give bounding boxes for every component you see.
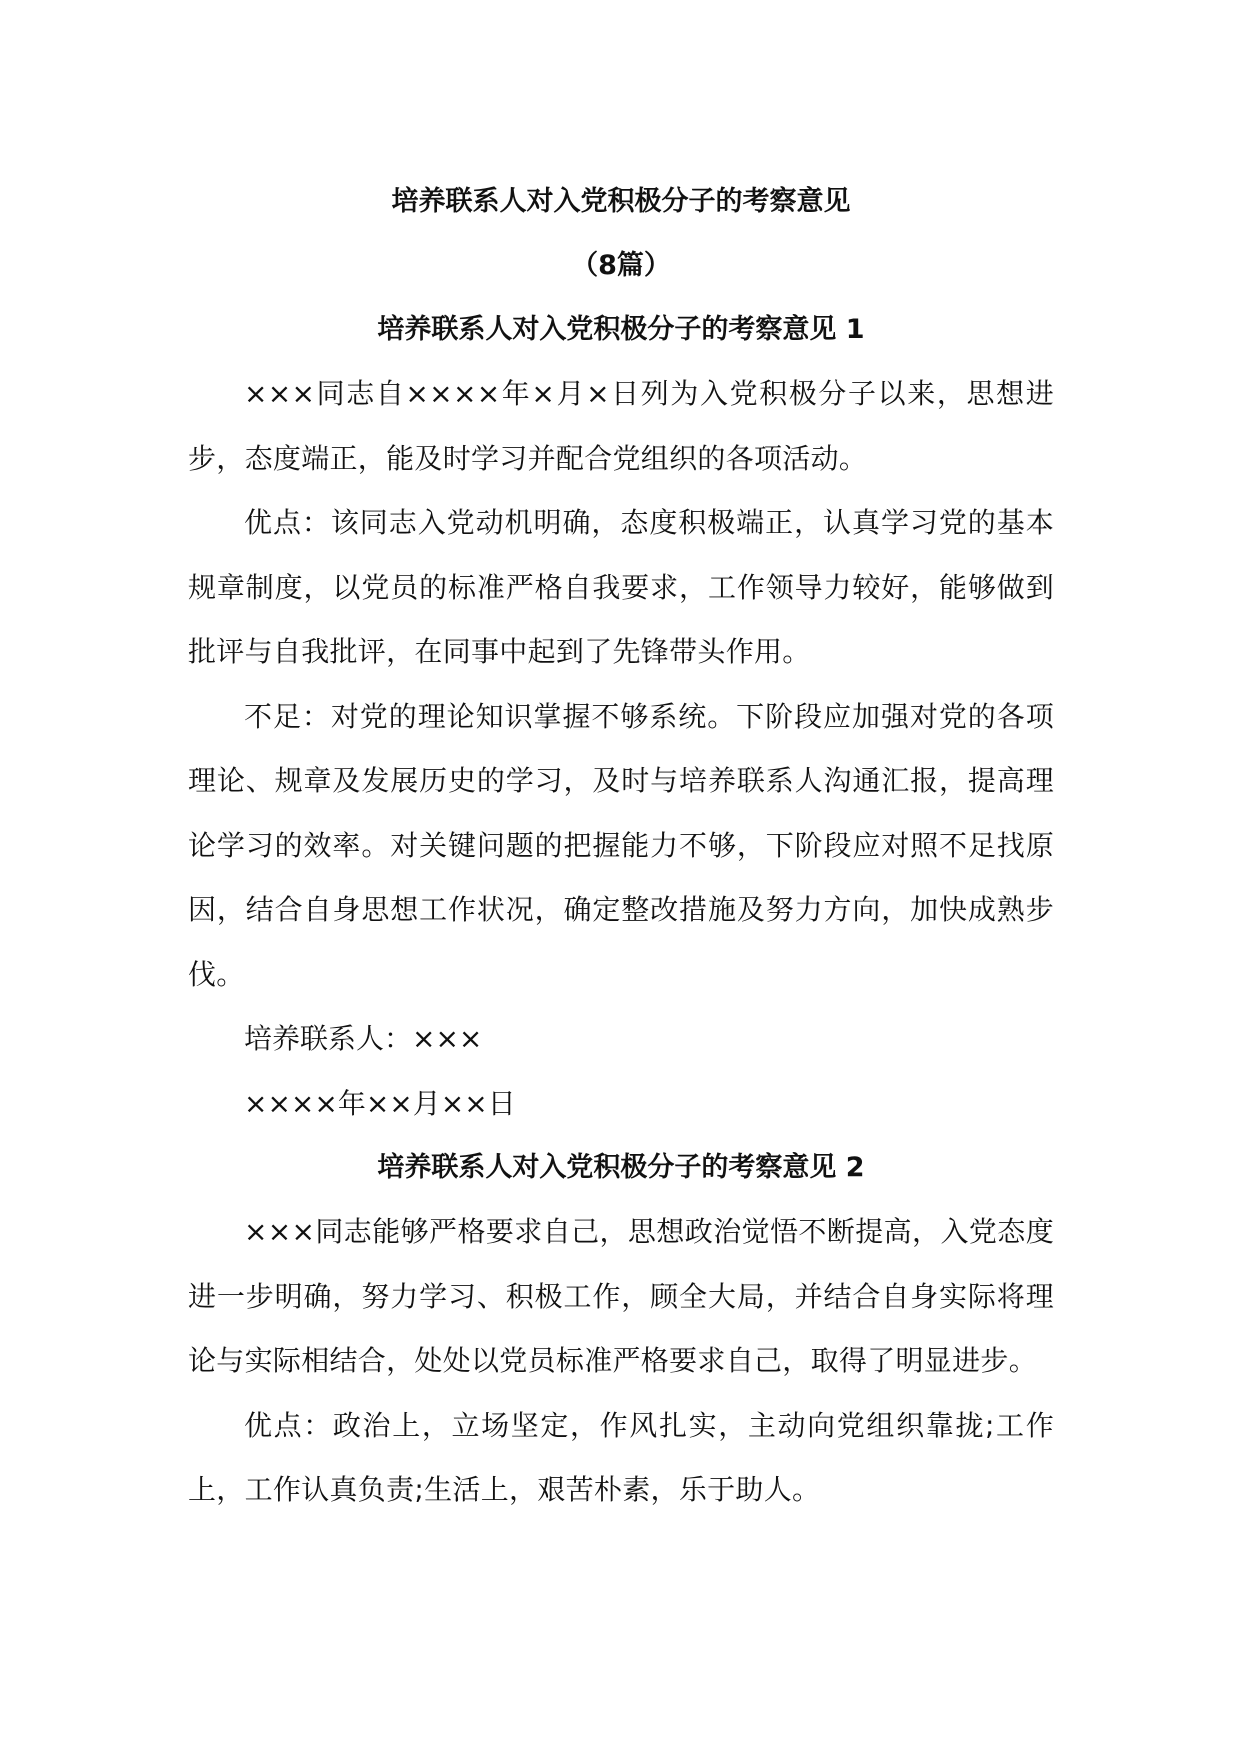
strengths-paragraph: 优点：该同志入党动机明确，态度积极端正，认真学习党的基本规章制度，以党员的标准严格自我要求，工作领导力较好，能够做到批评与自我批评，在同事中起到了先锋带头作用。 [188,506,1054,668]
section-1 [188,298,1054,1136]
weaknesses-paragraph: 不足：对党的理论知识掌握不够系统。下阶段应加强对党的各项理论、规章及发展历史的学习，及时与培养联系人沟通汇报，提高理论学习的效率。对关键问题的把握能力不够，下阶段应对照不足找原因，结合自身思想工作状况，确定整改措施及努力方向，加快成熟步伐。 [188,699,1054,991]
document-title: 培养联系人对入党积极分子的考察意见 [391,186,851,217]
section-heading: 培养联系人对入党积极分子的考察意见 2 [377,1152,865,1183]
signature-line: 培养联系人：××× [244,1022,483,1055]
document-page [188,170,1054,1523]
body-paragraph: ×××同志自××××年×月×日列为入党积极分子以来，思想进步，态度端正，能及时学习并配合党组织的各项活动。 [188,377,1054,475]
date-line: ××××年××月××日 [244,1086,516,1120]
body-paragraph: ×××同志能够严格要求自己，思想政治觉悟不断提高，入党态度进一步明确，努力学习、积极工作，顾全大局，并结合自身实际将理论与实际相结合，处处以党员标准严格要求自己，取得了明显进步。 [188,1215,1054,1377]
document-subtitle: （8篇） [571,250,671,281]
section-2 [188,1136,1054,1523]
section-heading: 培养联系人对入党积极分子的考察意见 1 [377,314,865,345]
strengths-paragraph: 优点：政治上，立场坚定，作风扎实，主动向党组织靠拢;工作上，工作认真负责;生活上，艰苦朴素，乐于助人。 [188,1408,1054,1506]
